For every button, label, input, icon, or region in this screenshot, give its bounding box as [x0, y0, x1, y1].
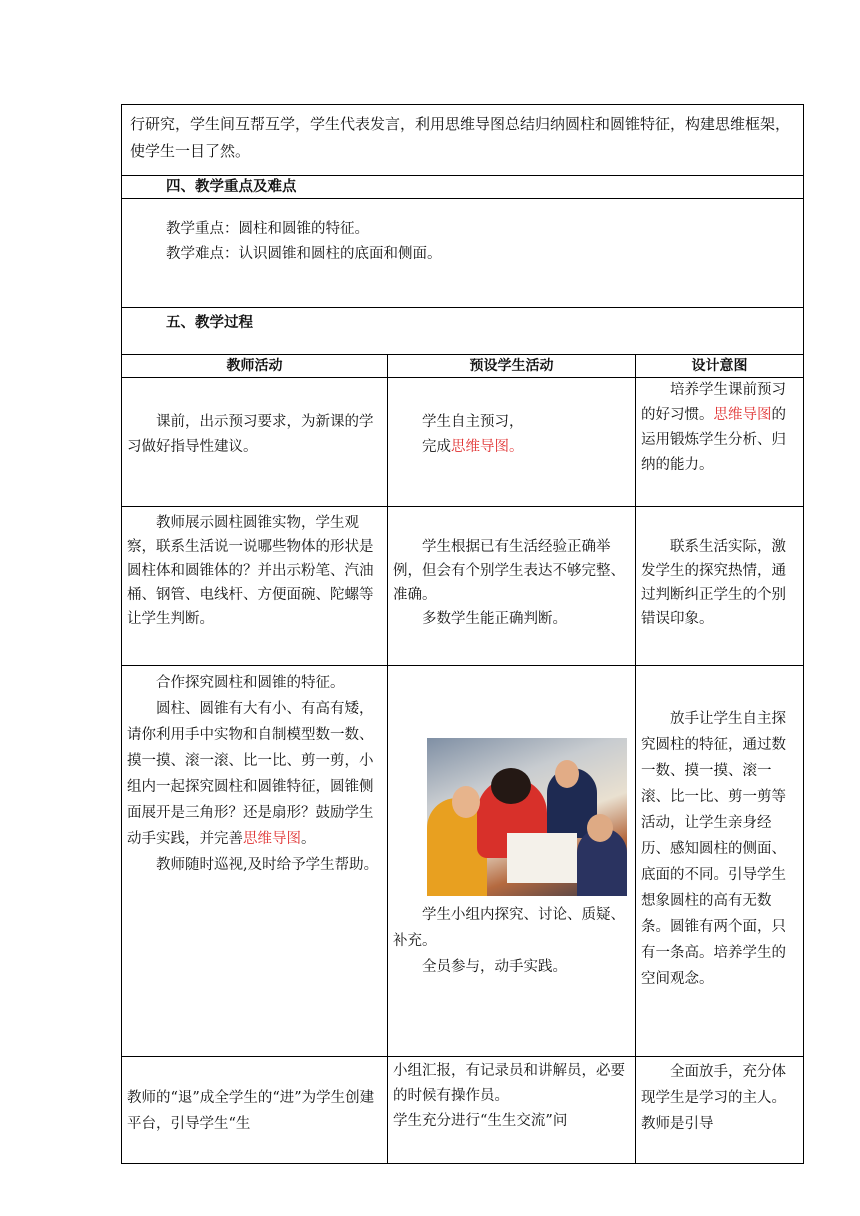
- row4-student-b: 学生充分进行“生生交流”问: [393, 1113, 568, 1129]
- row1-student-b: 完成思维导图。: [422, 439, 524, 455]
- row1-intent: 培养学生课前预习的好习惯。思维导图的运用锻炼学生分析、归纳的能力。: [641, 382, 786, 473]
- section4-title: 四、教学重点及难点: [166, 179, 297, 195]
- row2-student-a: 学生根据已有生活经验正确举例，但会有个别学生表达不够完整、准确。: [393, 539, 625, 603]
- section4-title-row: [122, 176, 804, 199]
- key-point: 教学重点：圆柱和圆锥的特征。: [166, 221, 369, 237]
- column-header-row: [122, 355, 804, 378]
- column-header-intent: 设计意图: [691, 358, 748, 374]
- row2-intent: 联系生活实际，激发学生的探究热情，通过判断纠正学生的个别错误印象。: [641, 539, 786, 627]
- intro-row: [122, 105, 804, 176]
- section4-content-row: [122, 199, 804, 308]
- row4-teacher: 教师的“退”成全学生的“进”为学生创建平台，引导学生“生: [127, 1090, 375, 1132]
- section5-title: 五、教学过程: [166, 315, 253, 331]
- row3-teacher-c: 教师随时巡视,及时给予学生帮助。: [156, 857, 379, 873]
- column-header-student: 预设学生活动: [469, 358, 554, 374]
- row1-student-a: 学生自主预习，: [422, 414, 524, 430]
- students-group-photo: [427, 738, 627, 896]
- row4-student-a: 小组汇报，有记录员和讲解员，必要的时候有操作员。: [393, 1063, 625, 1104]
- column-header-teacher: 教师活动: [226, 358, 283, 374]
- difficulty: 教学难点：认识圆锥和圆柱的底面和侧面。: [166, 246, 442, 262]
- lesson-plan-table: [121, 104, 804, 1164]
- process-row-3: [122, 666, 804, 1057]
- row2-teacher: 教师展示圆柱圆锥实物，学生观察，联系生活说一说哪些物体的形状是圆柱体和圆锥体的？并出示粉笔、汽油桶、钢管、电线杆、方便面碗、陀螺等让学生判断。: [127, 515, 374, 627]
- row3-teacher-b: 圆柱、圆锥有大有小、有高有矮，请你利用手中实物和自制模型数一数、摸一摸、滚一滚、比一比、剪一剪，小组内一起探究圆柱和圆锥特征，圆锥侧面展开是三角形？还是扇形？鼓励学生动手实践，并完善思维导图。: [127, 701, 374, 847]
- row1-teacher: 课前，出示预习要求，为新课的学习做好指导性建议。: [127, 414, 374, 455]
- row3-intent: 放手让学生自主探究圆柱的特征，通过数一数、摸一摸、滚一滚、比一比、剪一剪等活动，让学生亲身经历、感知圆柱的侧面、底面的不同。引导学生想象圆柱的高有无数条。圆锥有两个面，只有一条高。培养学生的空间观念。: [641, 711, 786, 987]
- row3-student-b: 全员参与，动手实践。: [422, 959, 567, 975]
- process-row-2: [122, 507, 804, 666]
- row4-intent: 全面放手，充分体现学生是学习的主人。教师是引导: [641, 1064, 786, 1132]
- row3-teacher-a: 合作探究圆柱和圆锥的特征。: [156, 675, 345, 691]
- process-row-1: [122, 378, 804, 507]
- intro-text: 行研究，学生间互帮互学，学生代表发言，利用思维导图总结归纳圆柱和圆锥特征，构建思维框架，使学生一目了然。: [130, 115, 791, 160]
- row2-student-b: 多数学生能正确判断。: [422, 611, 567, 627]
- process-row-4: [122, 1057, 804, 1164]
- row3-student-a: 学生小组内探究、讨论、质疑、补充。: [393, 907, 625, 949]
- lesson-plan-table-container: [121, 104, 803, 1164]
- section5-title-row: [122, 308, 804, 355]
